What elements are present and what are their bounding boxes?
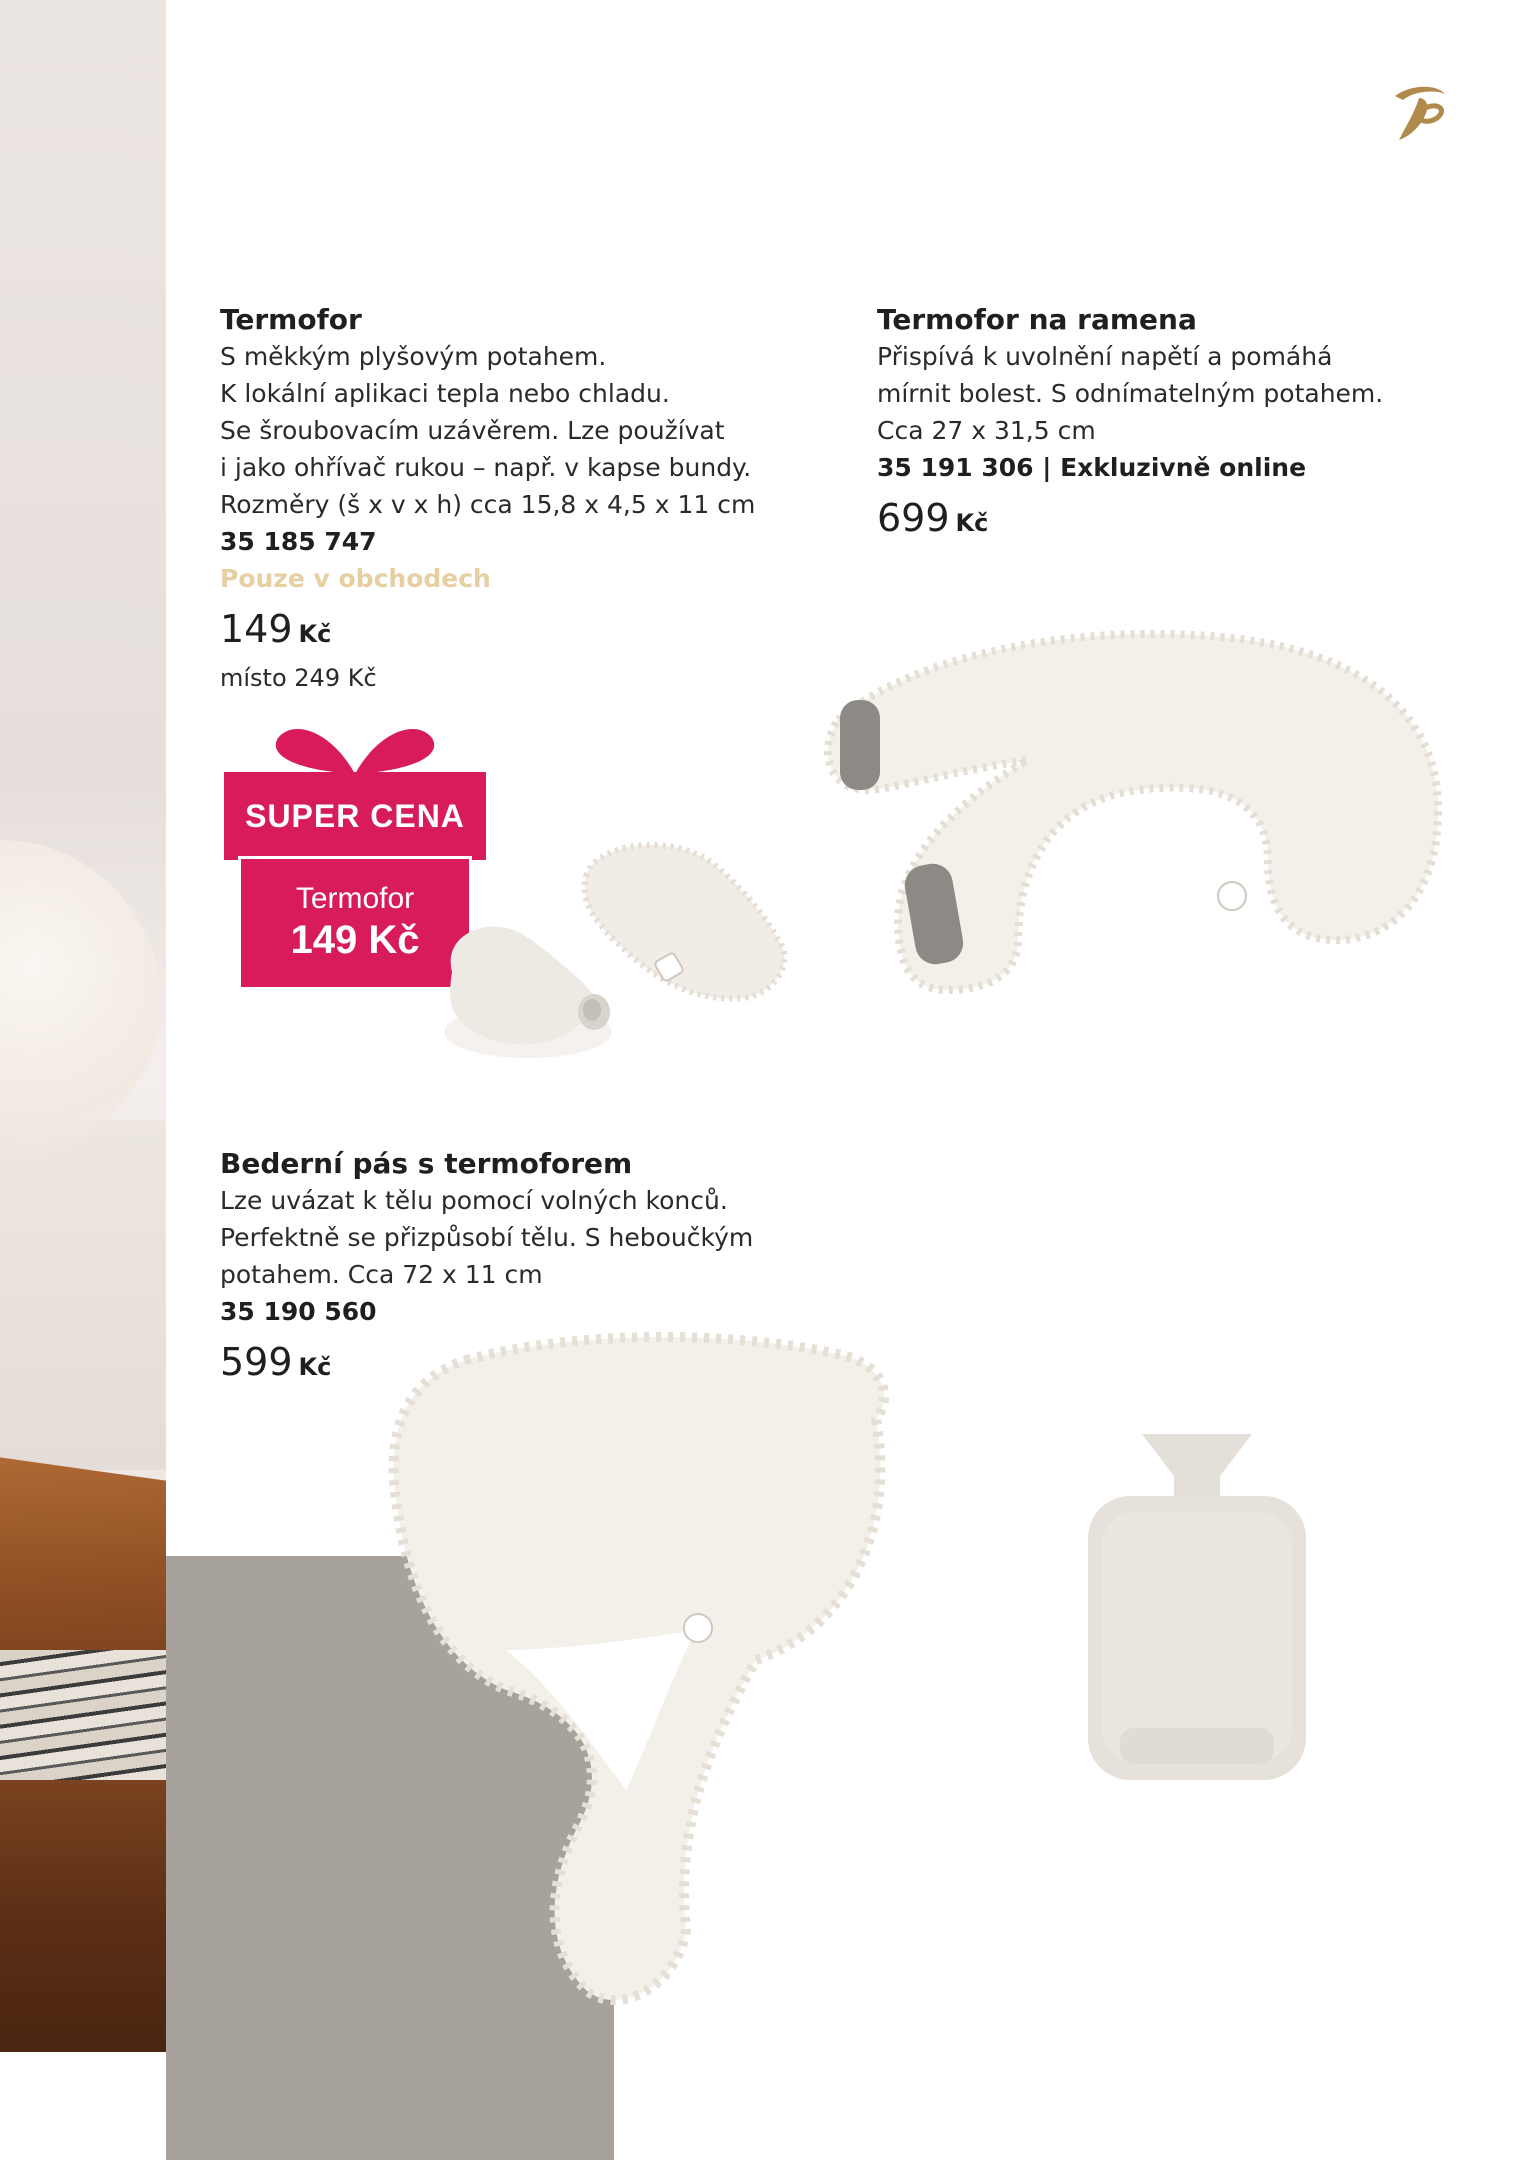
shoulder-hot-water-bottle-image	[798, 560, 1458, 1012]
price-value: 599	[220, 1340, 293, 1384]
plush-cover-image	[556, 836, 798, 1014]
badge-label: Termofor	[295, 882, 415, 915]
lamp-glow	[0, 840, 160, 1160]
wall-area	[0, 1120, 166, 1470]
book-stack	[0, 1650, 166, 1780]
product-description: S měkkým plyšovým potahem. K lokální aplikaci tepla nebo chladu. Se šroubovacím uzávěrem. Lze používat i jako ohřívač rukou – např. v kapse bundy. Rozměry (š x v x h) cca 15,8 x 4,5 x 11 cm	[220, 342, 756, 519]
product-title: Termofor	[220, 303, 362, 336]
availability-note: Pouze v obchodech	[220, 564, 491, 593]
price-currency: Kč	[955, 509, 989, 537]
product-title: Termofor na ramena	[877, 303, 1197, 336]
tchibo-logo-icon	[1385, 78, 1451, 148]
left-interior-photo	[0, 0, 166, 2052]
product-price	[877, 494, 1437, 550]
price-currency: Kč	[298, 1353, 332, 1381]
product-price	[220, 605, 780, 661]
product-code: 35 191 306 | Exkluzivně online	[877, 453, 1307, 482]
badge-headline: SUPER CENA	[224, 772, 486, 860]
product-termofor	[220, 302, 780, 695]
waist-belt-image	[376, 1330, 992, 2016]
product-code: 35 190 560	[220, 1297, 377, 1326]
product-code: 35 185 747	[220, 527, 377, 556]
product-title: Bederní pás s termoforem	[220, 1147, 633, 1180]
price-currency: Kč	[298, 620, 332, 648]
price-value: 699	[877, 496, 950, 540]
wooden-cabinet	[0, 1780, 166, 2052]
old-price: místo 249 Kč	[220, 664, 377, 692]
price-value: 149	[220, 607, 293, 651]
hot-water-bottle-image	[1080, 1432, 1314, 1788]
product-description: Lze uvázat k tělu pomocí volných konců. Perfektně se přizpůsobí tělu. S heboučkým potahem. Cca 72 x 11 cm	[220, 1186, 754, 1289]
product-termofor-na-ramena	[877, 302, 1437, 550]
badge-price: 149 Kč	[290, 918, 420, 962]
product-description: Přispívá k uvolnění napětí a pomáhá mírnit bolest. S odnímatelným potahem. Cca 27 x 31,5 cm	[877, 342, 1384, 445]
